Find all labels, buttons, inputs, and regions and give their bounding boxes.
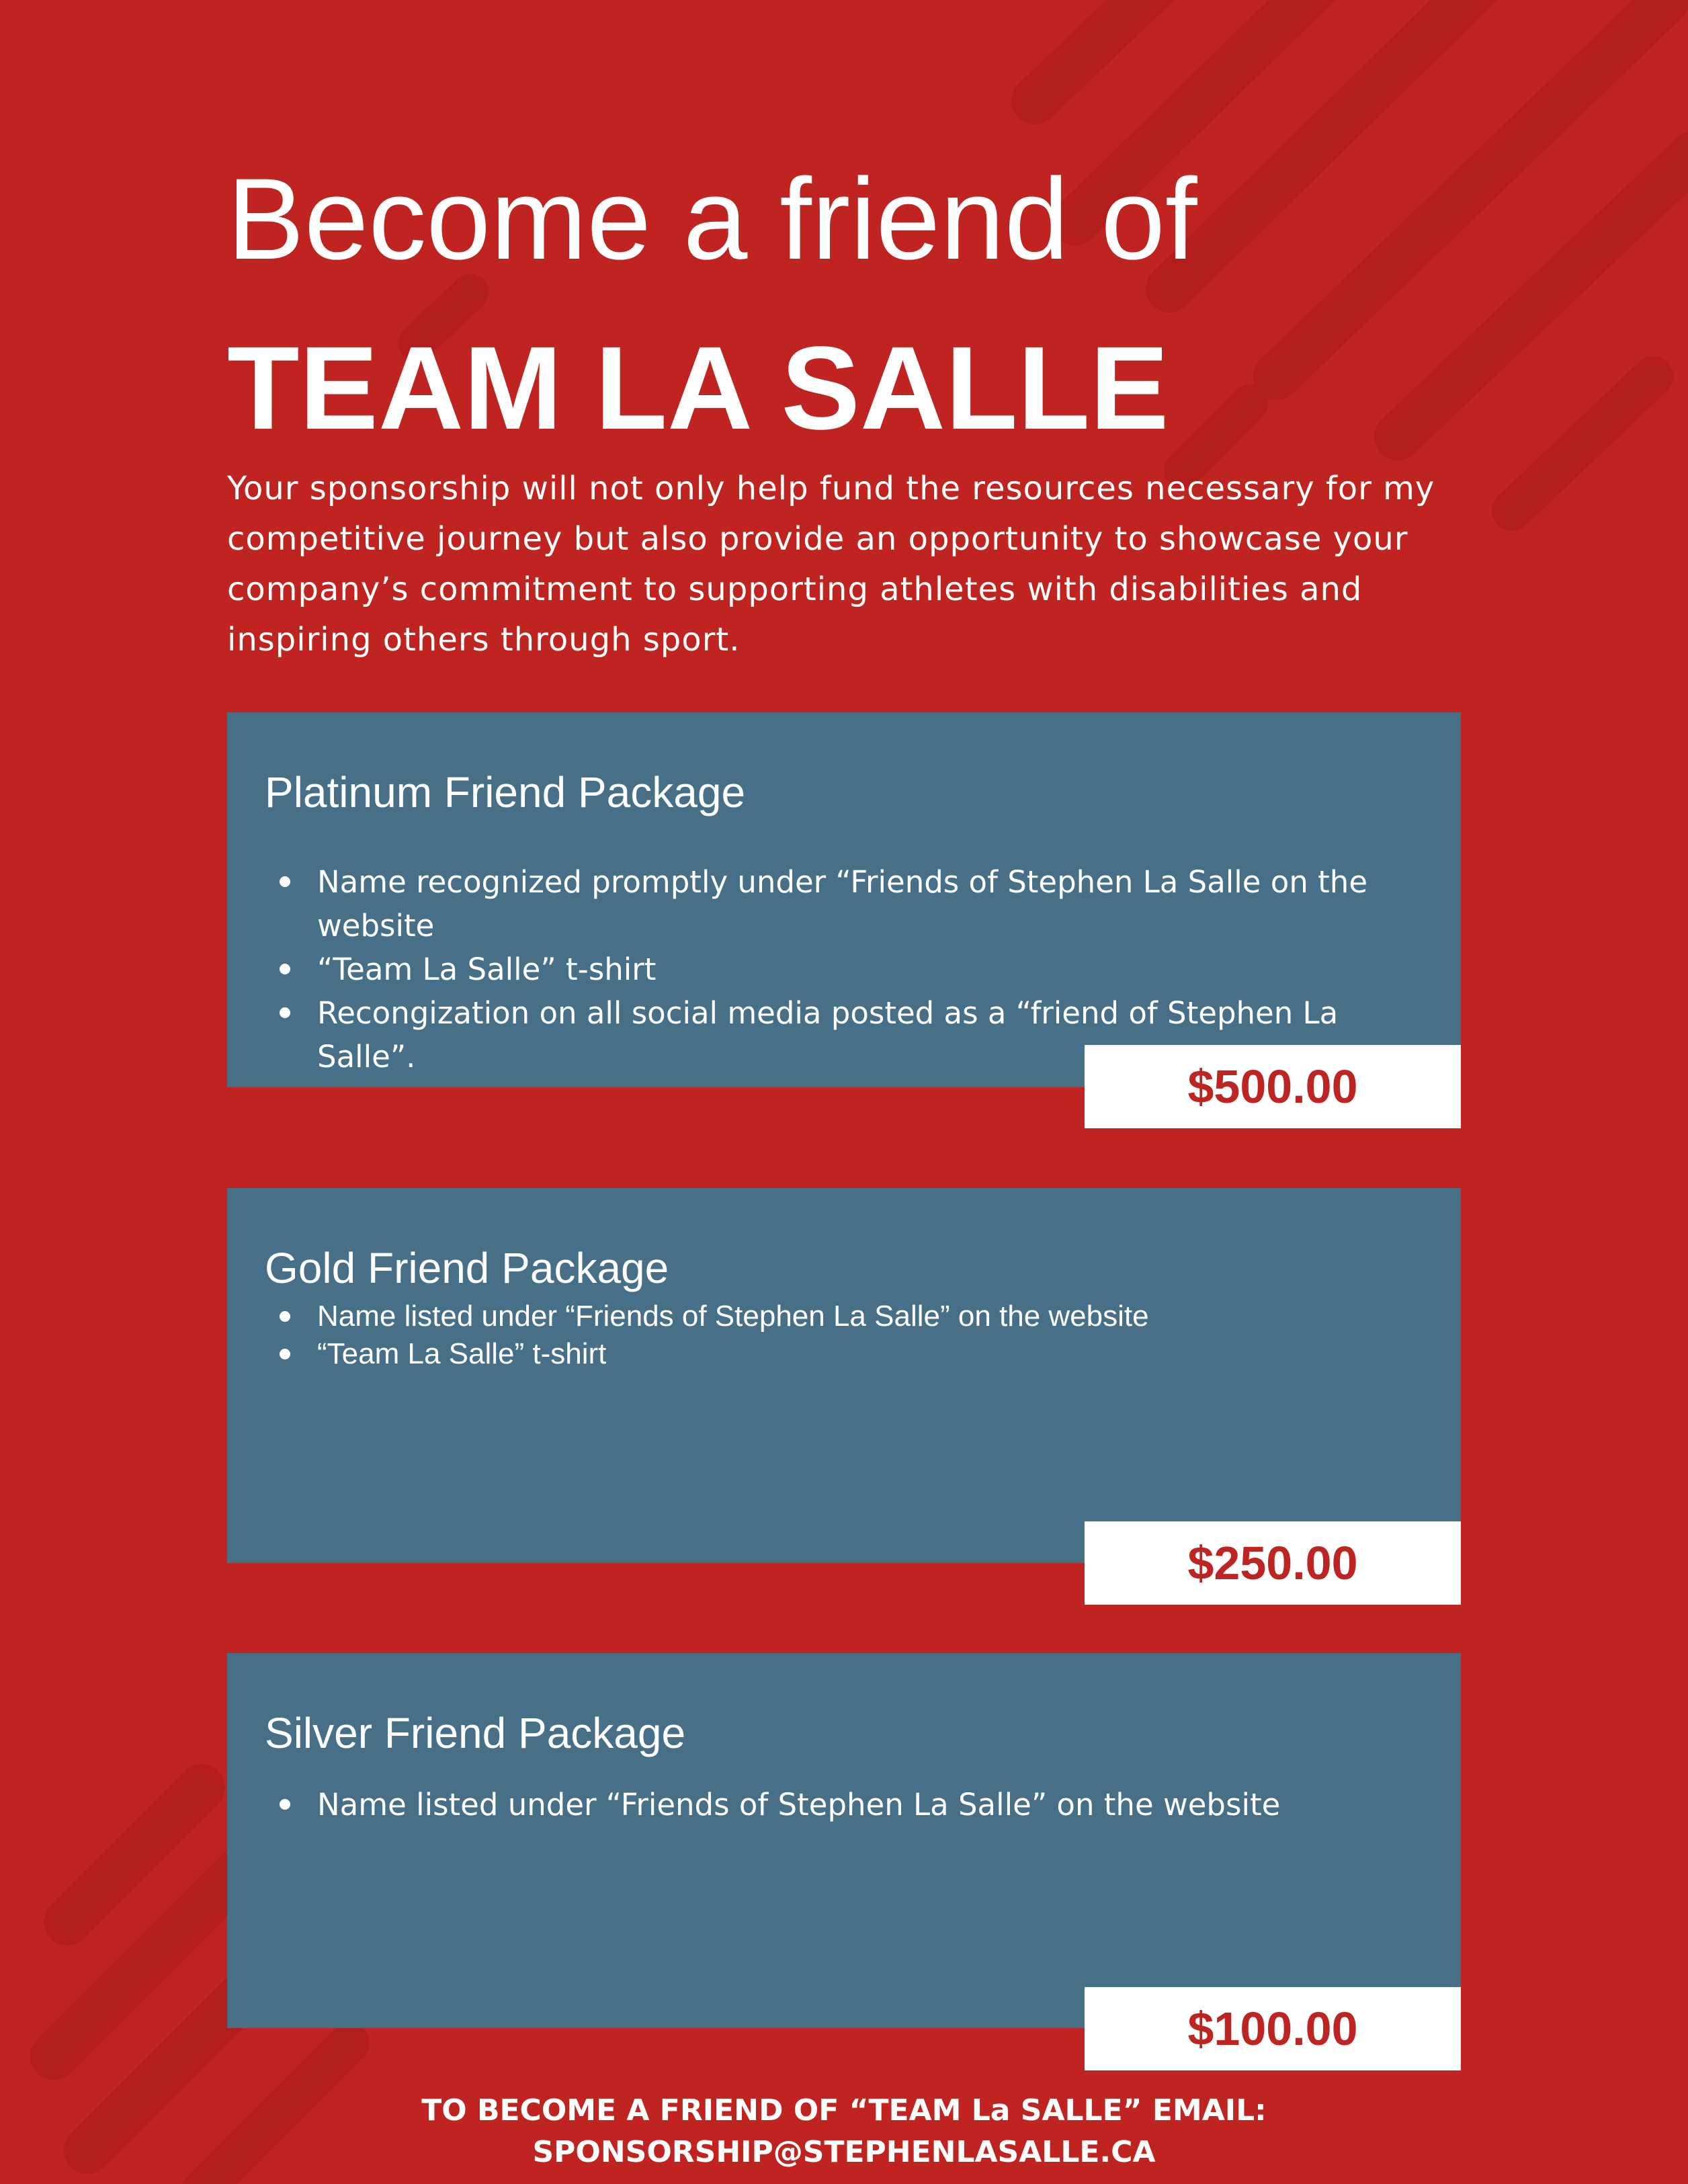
package-card-silver (227, 1653, 1461, 2028)
package-price-gold: $250.00 (1085, 1521, 1461, 1605)
package-feature: Name listed under “Friends of Stephen La Salle” on the website (265, 1298, 1407, 1335)
package-card-gold (227, 1188, 1461, 1563)
contact-call-to-action (0, 2090, 1688, 2173)
package-title: Platinum Friend Package (265, 768, 746, 816)
package-feature-list (265, 1783, 1407, 1826)
package-card-platinum (227, 712, 1461, 1087)
headline-line-2: TEAM LA SALLE (227, 323, 1169, 454)
package-feature: Name recognized promptly under “Friends of Stephen La Salle on the website (265, 860, 1407, 948)
intro-paragraph: Your sponsorship will not only help fund the resources necessary for my competitive journey but also provide an opportunity to showcase your company’s commitment to supporting athletes with disabilities and inspiring others through sport. (227, 470, 1435, 659)
cta-line: TO BECOME A FRIEND OF “TEAM La SALLE” EMAIL: (421, 2093, 1267, 2128)
package-feature-list (265, 1298, 1407, 1373)
package-feature: Recongization on all social media posted as a “friend of Stephen La Salle”. (265, 991, 1407, 1079)
headline-line-1: Become a friend of (227, 155, 1197, 284)
package-feature: Name listed under “Friends of Stephen La Salle” on the website (265, 1783, 1407, 1826)
package-price-silver: $100.00 (1085, 1987, 1461, 2070)
package-title: Gold Friend Package (265, 1244, 669, 1292)
package-price-platinum: $500.00 (1085, 1045, 1461, 1128)
sponsorship-email: SPONSORSHIP@STEPHENLASALLE.CA (532, 2135, 1156, 2169)
package-feature: “Team La Salle” t-shirt (265, 948, 1407, 991)
package-title: Silver Friend Package (265, 1709, 686, 1757)
package-feature: “Team La Salle” t-shirt (265, 1335, 1407, 1373)
